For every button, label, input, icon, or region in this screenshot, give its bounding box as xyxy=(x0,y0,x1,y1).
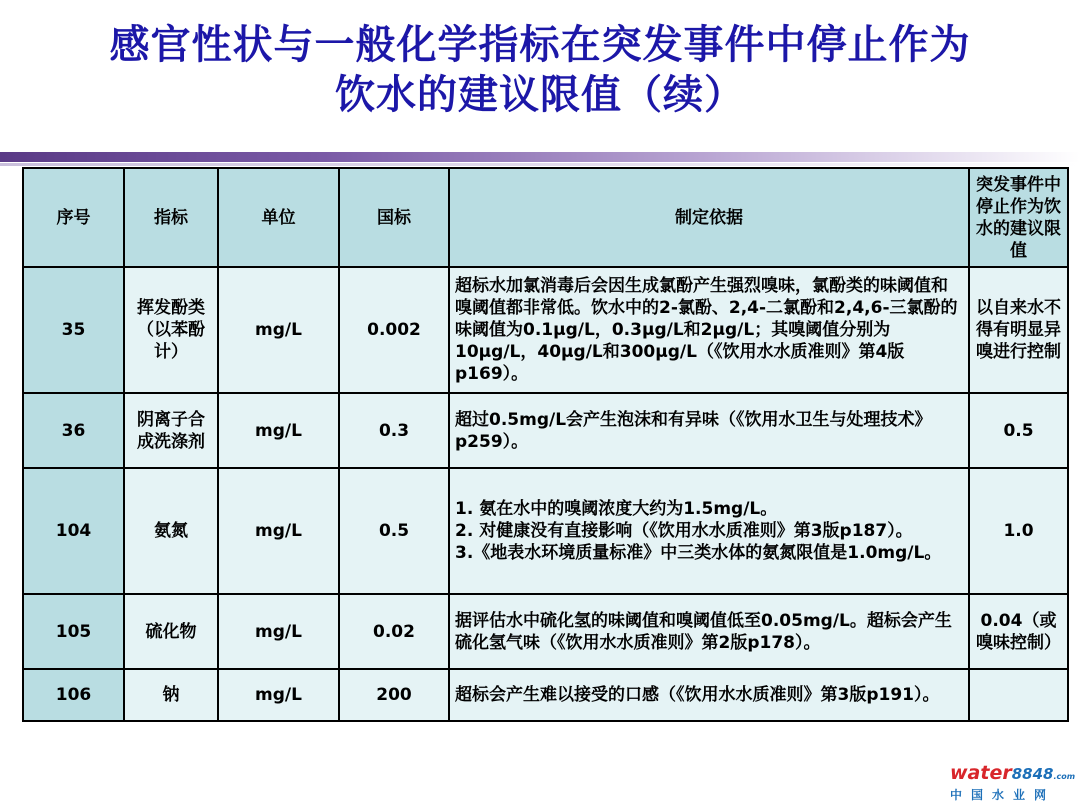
header-limit: 突发事件中停止作为饮水的建议限值 xyxy=(969,168,1068,267)
row-standard: 0.3 xyxy=(339,393,449,468)
row-no: 106 xyxy=(23,669,124,721)
header-standard: 国标 xyxy=(339,168,449,267)
row-standard: 200 xyxy=(339,669,449,721)
page-title xyxy=(0,20,1080,120)
row-no: 36 xyxy=(23,393,124,468)
logo-subtitle: 中国水业网 xyxy=(950,788,1056,802)
row-unit: mg/L xyxy=(218,393,339,468)
table-header-row xyxy=(23,168,1068,267)
row-unit: mg/L xyxy=(218,594,339,669)
row-basis: 据评估水中硫化氢的味阈值和嗅阈值低至0.05mg/L。超标会产生硫化氢气味（《饮用水水质准则》第2版p178）。 xyxy=(449,594,969,669)
row-limit: 以自来水不得有明显异嗅进行控制 xyxy=(969,267,1068,393)
table-row xyxy=(23,594,1068,669)
table-row xyxy=(23,393,1068,468)
row-unit: mg/L xyxy=(218,669,339,721)
row-indicator: 阴离子合成洗涤剂 xyxy=(124,393,218,468)
table-row xyxy=(23,267,1068,393)
row-basis: 超标水加氯消毒后会因生成氯酚产生强烈嗅味，氯酚类的味阈值和嗅阈值都非常低。饮水中的2-氯酚、2,4-二氯酚和2,4,6-三氯酚的味阈值为0.1μg/L，0.3μg/L和2μg/L；其嗅阈值分别为10μg/L，40μg/L和300μg/L（《饮用水水质准则》第4版p169）。 xyxy=(449,267,969,393)
water8848-logo[interactable] xyxy=(950,762,1076,802)
logo-number: 8848 xyxy=(1011,765,1054,783)
header-basis: 制定依据 xyxy=(449,168,969,267)
row-limit xyxy=(969,669,1068,721)
row-no: 105 xyxy=(23,594,124,669)
row-standard: 0.002 xyxy=(339,267,449,393)
row-no: 104 xyxy=(23,468,124,594)
row-basis: 1. 氨在水中的嗅阈浓度大约为1.5mg/L。 2. 对健康没有直接影响（《饮用水水质准则》第3版p187）。 3.《地表水环境质量标准》中三类水体的氨氮限值是1.0mg/L。 xyxy=(449,468,969,594)
row-standard: 0.02 xyxy=(339,594,449,669)
header-unit: 单位 xyxy=(218,168,339,267)
title-divider-shadow xyxy=(0,163,1080,166)
row-no: 35 xyxy=(23,267,124,393)
row-limit: 0.04（或嗅味控制） xyxy=(969,594,1068,669)
row-indicator: 钠 xyxy=(124,669,218,721)
table-row xyxy=(23,468,1068,594)
logo-main-text: water xyxy=(950,762,1012,784)
header-indicator: 指标 xyxy=(124,168,218,267)
row-unit: mg/L xyxy=(218,267,339,393)
row-indicator: 氨氮 xyxy=(124,468,218,594)
logo-wordmark xyxy=(950,762,1076,788)
title-divider xyxy=(0,152,1080,162)
row-indicator: 挥发酚类（以苯酚计） xyxy=(124,267,218,393)
page-title-line2: 饮水的建议限值（续） xyxy=(335,72,745,118)
table-row xyxy=(23,669,1068,721)
row-standard: 0.5 xyxy=(339,468,449,594)
row-limit: 1.0 xyxy=(969,468,1068,594)
page-title-line1: 感官性状与一般化学指标在突发事件中停止作为 xyxy=(109,22,971,68)
logo-domain: .com xyxy=(1053,772,1076,781)
row-unit: mg/L xyxy=(218,468,339,594)
row-limit: 0.5 xyxy=(969,393,1068,468)
header-no: 序号 xyxy=(23,168,124,267)
limits-table xyxy=(22,167,1069,722)
row-indicator: 硫化物 xyxy=(124,594,218,669)
row-basis: 超过0.5mg/L会产生泡沫和有异味（《饮用水卫生与处理技术》p259）。 xyxy=(449,393,969,468)
row-basis: 超标会产生难以接受的口感（《饮用水水质准则》第3版p191）。 xyxy=(449,669,969,721)
